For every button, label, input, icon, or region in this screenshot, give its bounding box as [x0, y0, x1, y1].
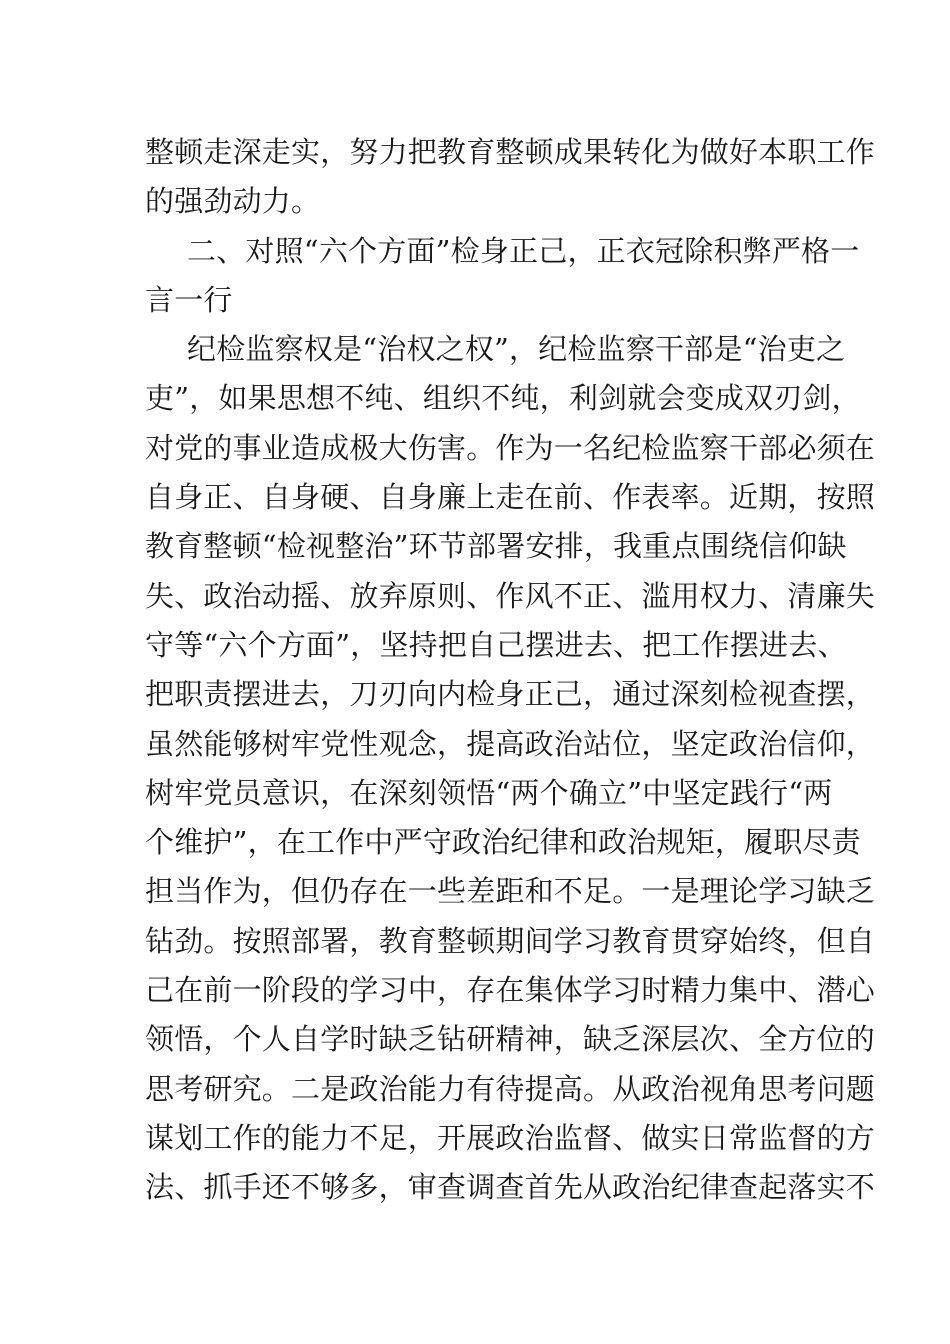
document-body [145, 128, 876, 1213]
text-line: 的强劲动力。 [145, 184, 321, 219]
section-heading-line: 二、对照“六个方面”检身正己，正衣冠除积弊严格一 [187, 233, 860, 268]
text-line: 教育整顿“检视整治”环节部署安排，我重点围绕信仰缺 [145, 529, 847, 564]
text-line: 思考研究。二是政治能力有待提高。从政治视角思考问题 [145, 1071, 876, 1106]
text-line: 整顿走深走实，努力把教育整顿成果转化为做好本职工作 [145, 135, 876, 169]
text-line: 领悟，个人自学时缺乏钻研精神，缺乏深层次、全方位的 [145, 1022, 876, 1057]
text-line: 钻劲。按照部署，教育整顿期间学习教育贯穿始终，但自 [145, 923, 876, 958]
text-line: 守等“六个方面”，坚持把自己摆进去、把工作摆进去、 [145, 627, 847, 662]
text-line: 对党的事业造成极大伤害。作为一名纪检监察干部必须在 [145, 430, 876, 465]
text-line: 纪检监察权是“治权之权”，纪检监察干部是“治吏之 [187, 332, 846, 367]
text-line: 自身正、自身硬、自身廉上走在前、作表率。近期，按照 [145, 480, 876, 515]
text-line: 虽然能够树牢党性观念，提高政治站位，坚定政治信仰， [145, 726, 876, 761]
text-line: 法、抓手还不够多，审查调查首先从政治纪律查起落实不 [145, 1170, 876, 1205]
section-heading-line: 言一行 [145, 282, 233, 317]
text-line: 担当作为，但仍存在一些差距和不足。一是理论学习缺乏 [145, 874, 876, 909]
text-line: 谋划工作的能力不足，开展政治监督、做实日常监督的方 [145, 1120, 876, 1155]
text-line: 吏”，如果思想不纯、组织不纯，利剑就会变成双刃剑， [145, 381, 861, 416]
text-line: 失、政治动摇、放弃原则、作风不正、滥用权力、清廉失 [145, 578, 876, 613]
text-line: 个维护”，在工作中严守政治纪律和政治规矩，履职尽责 [145, 825, 861, 860]
text-line: 己在前一阶段的学习中，存在集体学习时精力集中、潜心 [145, 973, 876, 1008]
text-line: 把职责摆进去，刀刃向内检身正己，通过深刻检视查摆， [145, 677, 876, 712]
text-line: 树牢党员意识，在深刻领悟“两个确立”中坚定践行“两 [145, 775, 833, 810]
